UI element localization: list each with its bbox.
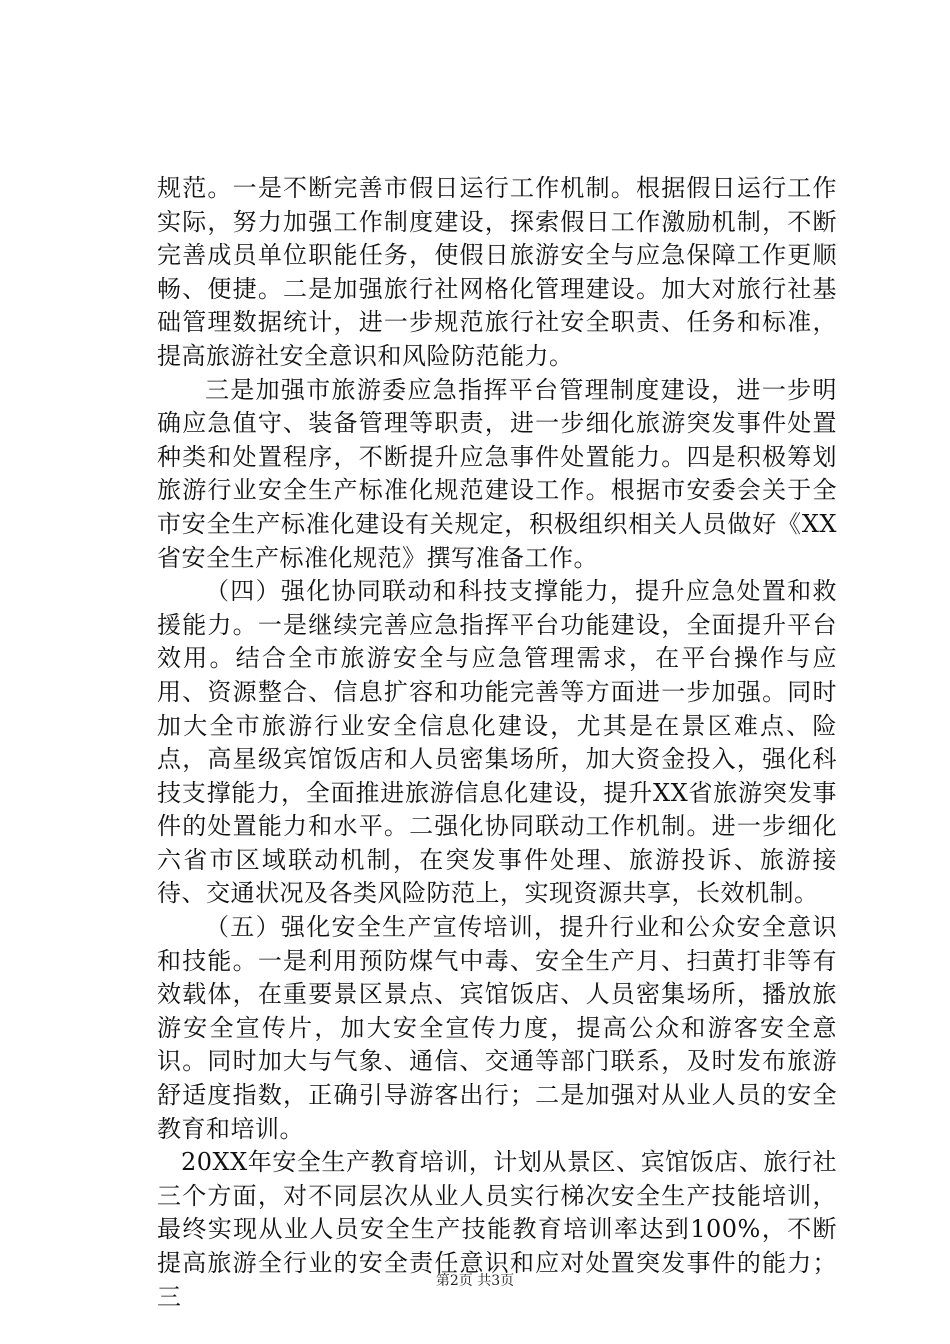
paragraph-2: 三是加强市旅游委应急指挥平台管理制度建设，进一步明确应急值守、装备管理等职责，进一步细化旅游突发事件处置种类和处置程序，不断提升应急事件处置能力。四是积极筹划旅游行业安全生产标准化规范建设工作。根据市安委会关于全市安全生产标准化建设有关规定，积极组织相关人员做好《XX省安全生产标准化规范》撰写准备工作。: [157, 375, 837, 572]
document-body: [157, 172, 837, 1314]
paragraph-4: （五）强化安全生产宣传培训，提升行业和公众安全意识和技能。一是利用预防煤气中毒、安全生产月、扫黄打非等有效载体，在重要景区景点、宾馆饭店、人员密集场所，播放旅游安全宣传片，加大安全宣传力度，提高公众和游客安全意识。同时加大与气象、通信、交通等部门联系，及时发布旅游舒适度指数，正确引导游客出行；二是加强对从业人员的安全教育和培训。: [157, 913, 837, 1143]
page-number-footer: 第2页 共3页: [435, 1273, 515, 1289]
paragraph-1: 规范。一是不断完善市假日运行工作机制。根据假日运行工作实际，努力加强工作制度建设，探索假日工作激励机制，不断完善成员单位职能任务，使假日旅游安全与应急保障工作更顺畅、便捷。二是加强旅行社网格化管理建设。加大对旅行社基础管理数据统计，进一步规范旅行社安全职责、任务和标准，提高旅游社安全意识和风险防范能力。: [157, 174, 837, 370]
paragraph-3: （四）强化协同联动和科技支撑能力，提升应急处置和救援能力。一是继续完善应急指挥平台功能建设，全面提升平台效用。结合全市旅游安全与应急管理需求，在平台操作与应用、资源整合、信息扩容和功能完善等方面进一步加强。同时加大全市旅游行业安全信息化建设，尤其是在景区难点、险点，高星级宾馆饭店和人员密集场所，加大资金投入，强化科技支撑能力，全面推进旅游信息化建设，提升XX省旅游突发事件的处置能力和水平。二强化协同联动工作机制。进一步细化六省市区域联动机制，在突发事件处理、旅游投诉、旅游接待、交通状况及各类风险防范上，实现资源共享，长效机制。: [157, 577, 837, 908]
paragraph-5: 20XX年安全生产教育培训，计划从景区、宾馆饭店、旅行社三个方面，对不同层次从业人员实行梯次安全生产技能培训，最终实现从业人员安全生产技能教育培训率达到100%，不断提高旅游全行业的安全责任意识和应对处置突发事件的能力；三: [157, 1148, 837, 1311]
